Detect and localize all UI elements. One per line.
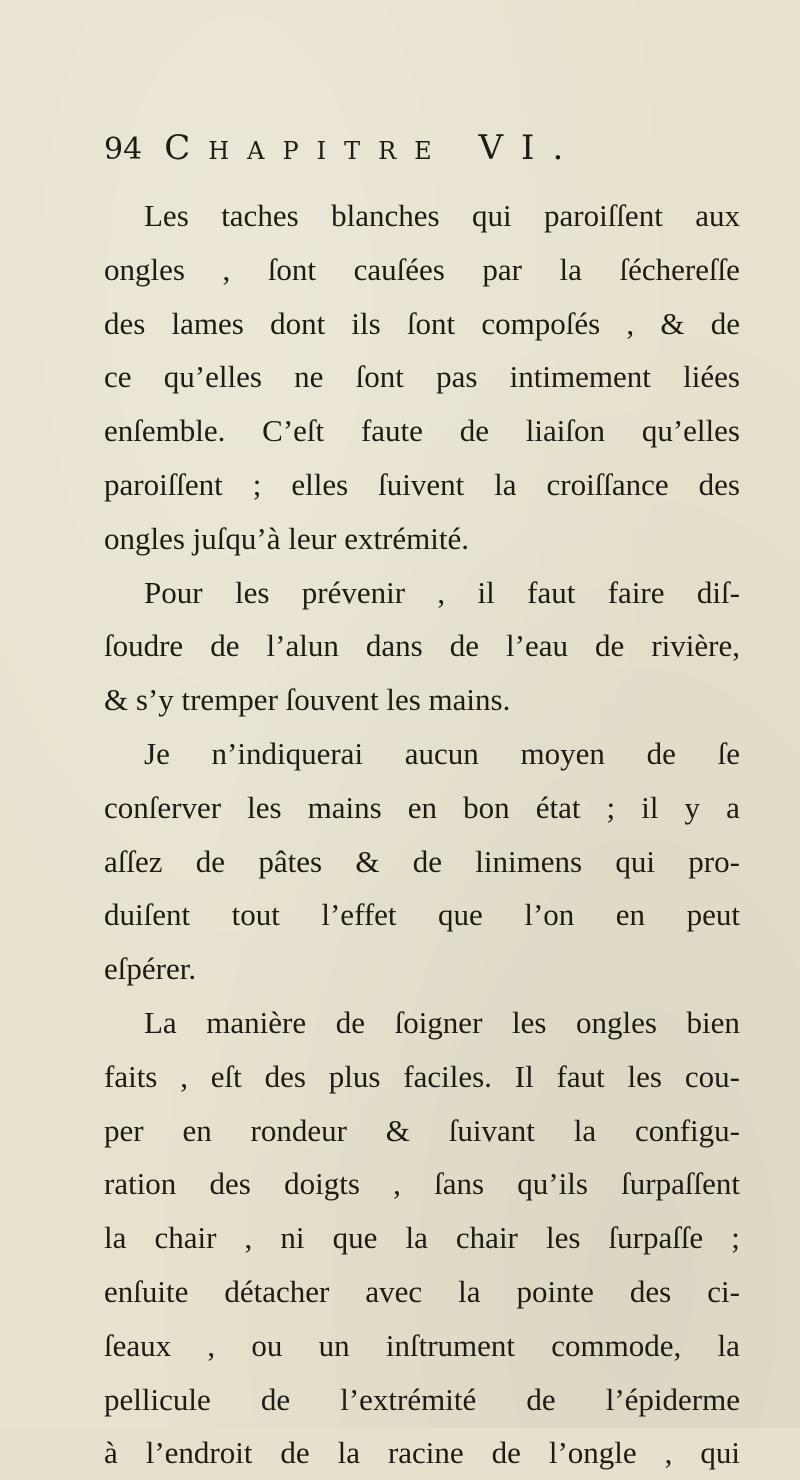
word: de bbox=[412, 843, 442, 879]
word: que bbox=[438, 897, 483, 933]
word: n’indiquerai bbox=[211, 735, 364, 771]
word: ; bbox=[731, 1220, 740, 1256]
text-line bbox=[104, 835, 740, 889]
word: détacher bbox=[224, 1273, 330, 1309]
word: des bbox=[104, 305, 146, 341]
word: de bbox=[646, 735, 676, 771]
word: bien bbox=[686, 1004, 740, 1040]
word: la bbox=[337, 1435, 361, 1471]
word: paroiſſent bbox=[104, 466, 223, 502]
word: qu’elles bbox=[163, 359, 262, 395]
word: , bbox=[437, 574, 446, 610]
word: l’extrémité bbox=[340, 1381, 477, 1417]
word: & bbox=[355, 843, 380, 879]
word: les bbox=[511, 1004, 547, 1040]
word: eſt bbox=[210, 1058, 242, 1094]
word: ſoigner bbox=[394, 1004, 483, 1040]
word: de bbox=[459, 413, 489, 449]
text-line bbox=[104, 1426, 740, 1480]
word: & bbox=[660, 305, 685, 341]
word: la bbox=[573, 1112, 597, 1148]
word: un bbox=[318, 1327, 350, 1363]
word: blanches bbox=[331, 198, 440, 233]
word: rondeur bbox=[250, 1112, 347, 1148]
text-line bbox=[104, 619, 740, 673]
word: a bbox=[726, 789, 740, 825]
word: moyen bbox=[520, 735, 605, 771]
word: pellicule bbox=[104, 1381, 211, 1417]
word: ſéchereſſe bbox=[619, 251, 740, 287]
word: de bbox=[710, 305, 740, 341]
word: pas bbox=[436, 359, 478, 395]
text-line bbox=[104, 1265, 740, 1319]
word: en bbox=[615, 897, 646, 933]
text-line bbox=[104, 1373, 740, 1427]
word: diſ- bbox=[696, 574, 740, 610]
word: l’ongle bbox=[548, 1435, 637, 1471]
word: l’on bbox=[524, 897, 575, 933]
word: enſuite bbox=[104, 1273, 189, 1309]
word: l’endroit bbox=[145, 1435, 253, 1471]
text-line bbox=[104, 350, 740, 404]
text-line bbox=[104, 404, 740, 458]
word: ongles bbox=[104, 251, 185, 287]
word: ; bbox=[252, 466, 262, 502]
word: les bbox=[627, 1058, 662, 1094]
word: inſtrument bbox=[385, 1327, 516, 1363]
page-number: 94 bbox=[104, 132, 143, 167]
word: de bbox=[491, 1435, 521, 1471]
word: des bbox=[264, 1058, 306, 1094]
word: racine bbox=[387, 1435, 464, 1471]
text-line bbox=[104, 888, 740, 942]
word: rivière, bbox=[651, 628, 740, 664]
word: Les bbox=[144, 198, 189, 233]
word: configu- bbox=[634, 1112, 740, 1148]
word: ſont bbox=[355, 359, 404, 395]
word: ſont bbox=[406, 305, 456, 341]
word: dans bbox=[365, 628, 423, 664]
word: ſoudre bbox=[104, 628, 184, 664]
word: par bbox=[482, 251, 522, 287]
word: prévenir bbox=[301, 574, 406, 610]
word: , bbox=[664, 1435, 673, 1471]
text-line bbox=[104, 1319, 740, 1373]
word: qu’ils bbox=[517, 1166, 588, 1202]
word: La bbox=[144, 1004, 177, 1040]
word: ſeaux bbox=[104, 1327, 172, 1363]
word: faute bbox=[360, 413, 423, 449]
word: qui bbox=[700, 1435, 740, 1471]
text-line bbox=[104, 458, 740, 512]
word: l’épiderme bbox=[605, 1381, 740, 1417]
text-line bbox=[104, 781, 740, 835]
word: per bbox=[104, 1112, 144, 1148]
word: intimement bbox=[509, 359, 651, 395]
text-line bbox=[104, 189, 740, 243]
word: de bbox=[335, 1004, 365, 1040]
word: paroiſſent bbox=[544, 198, 663, 233]
word: ſurpaſſe bbox=[608, 1220, 704, 1256]
word: ou bbox=[251, 1327, 283, 1363]
word: ſuivent bbox=[378, 466, 465, 502]
word: avec bbox=[365, 1273, 423, 1309]
word: ni bbox=[280, 1220, 305, 1256]
word: à bbox=[104, 1435, 118, 1471]
word: en bbox=[182, 1112, 212, 1148]
word: l’alun bbox=[266, 628, 339, 664]
word: qui bbox=[615, 843, 655, 879]
word: , bbox=[393, 1166, 401, 1202]
word: elles bbox=[291, 466, 349, 502]
word: il bbox=[641, 789, 659, 825]
word: la bbox=[717, 1327, 740, 1363]
word: ongles bbox=[576, 1004, 657, 1040]
word: la bbox=[405, 1220, 428, 1256]
word: qui bbox=[471, 198, 512, 233]
word: peut bbox=[686, 897, 740, 933]
word: Pour bbox=[144, 574, 203, 610]
word: Il bbox=[514, 1058, 534, 1094]
word: il bbox=[477, 574, 495, 610]
word: pâtes bbox=[258, 843, 323, 879]
word: de bbox=[595, 628, 625, 664]
word: les bbox=[234, 574, 270, 610]
word: de bbox=[260, 1381, 291, 1417]
word: la bbox=[104, 1220, 127, 1256]
word: de bbox=[210, 628, 240, 664]
text-line: eſpérer. bbox=[104, 951, 197, 987]
word: , bbox=[222, 251, 231, 287]
word: ce bbox=[104, 359, 132, 395]
word: état bbox=[535, 789, 581, 825]
text-line bbox=[104, 297, 740, 351]
text-line: ongles juſqu’à leur extrémité. bbox=[104, 520, 469, 556]
word: & bbox=[385, 1112, 410, 1148]
word: la bbox=[494, 466, 517, 502]
word: , bbox=[244, 1220, 253, 1256]
word: qu’elles bbox=[641, 413, 740, 449]
word: faut bbox=[527, 574, 576, 610]
word: faire bbox=[607, 574, 665, 610]
word: manière bbox=[206, 1004, 307, 1040]
word: , bbox=[626, 305, 635, 341]
word: enſemble. bbox=[104, 413, 226, 449]
text-line: & s’y tremper ſouvent les mains. bbox=[104, 682, 511, 718]
word: croiſſance bbox=[546, 466, 669, 502]
text-line bbox=[104, 1157, 740, 1211]
text-line bbox=[104, 1211, 740, 1265]
word: faits bbox=[104, 1058, 158, 1094]
word: l’effet bbox=[321, 897, 397, 933]
word: la bbox=[559, 251, 582, 287]
word: pro- bbox=[688, 843, 740, 879]
word: des bbox=[629, 1273, 672, 1309]
word: chair bbox=[154, 1220, 217, 1256]
word: ſont bbox=[267, 251, 317, 287]
word: linimens bbox=[475, 843, 583, 879]
word: de bbox=[526, 1381, 556, 1417]
word: doigts bbox=[284, 1166, 360, 1202]
word: dont bbox=[270, 305, 326, 341]
word: en bbox=[407, 789, 438, 825]
body-text bbox=[104, 189, 740, 1480]
word: aſſez bbox=[104, 843, 163, 879]
word: pointe bbox=[516, 1273, 594, 1309]
text-line bbox=[104, 1050, 740, 1104]
word: les bbox=[247, 789, 282, 825]
word: ration bbox=[104, 1166, 177, 1202]
word: cauſées bbox=[353, 251, 445, 287]
word: bon bbox=[463, 789, 510, 825]
page-header bbox=[104, 128, 744, 182]
word: aucun bbox=[404, 735, 479, 771]
word: que bbox=[332, 1220, 378, 1256]
word: faut bbox=[556, 1058, 605, 1094]
word: tout bbox=[231, 897, 280, 933]
word: y bbox=[684, 789, 701, 825]
word: duiſent bbox=[104, 897, 191, 933]
word: lames bbox=[171, 305, 244, 341]
text-line bbox=[104, 1104, 740, 1158]
chapter-title: Chapitre VI. bbox=[164, 128, 582, 168]
word: de bbox=[280, 1435, 310, 1471]
word: chair bbox=[455, 1220, 518, 1256]
word: compoſés bbox=[481, 305, 601, 341]
word: l’eau bbox=[506, 628, 568, 664]
word: la bbox=[458, 1273, 481, 1309]
word: ils bbox=[351, 305, 381, 341]
word: liées bbox=[683, 359, 740, 395]
word: commode, bbox=[551, 1327, 682, 1363]
text-line bbox=[104, 996, 740, 1050]
word: des bbox=[209, 1166, 251, 1202]
word: ne bbox=[294, 359, 324, 395]
word: aux bbox=[695, 198, 740, 233]
word: ſurpaſſent bbox=[621, 1166, 740, 1202]
text-line bbox=[104, 243, 740, 297]
word: ; bbox=[606, 789, 616, 825]
word: , bbox=[180, 1058, 188, 1094]
word: faciles. bbox=[403, 1058, 492, 1094]
word: de bbox=[195, 843, 226, 879]
word: taches bbox=[221, 198, 299, 233]
word: mains bbox=[307, 789, 382, 825]
word: , bbox=[207, 1327, 216, 1363]
word: ſans bbox=[434, 1166, 485, 1202]
word: ſe bbox=[717, 735, 740, 771]
word: conſerver bbox=[104, 789, 222, 825]
word: C’eſt bbox=[262, 413, 325, 449]
word: Je bbox=[144, 735, 170, 771]
word: cou- bbox=[684, 1058, 740, 1094]
word: ſuivant bbox=[448, 1112, 535, 1148]
word: liaiſon bbox=[525, 413, 606, 449]
text-line bbox=[104, 727, 740, 781]
word: ci- bbox=[707, 1273, 740, 1309]
word: plus bbox=[328, 1058, 381, 1094]
text-line bbox=[104, 566, 740, 620]
word: de bbox=[449, 628, 479, 664]
word: les bbox=[545, 1220, 581, 1256]
word: des bbox=[698, 466, 740, 502]
